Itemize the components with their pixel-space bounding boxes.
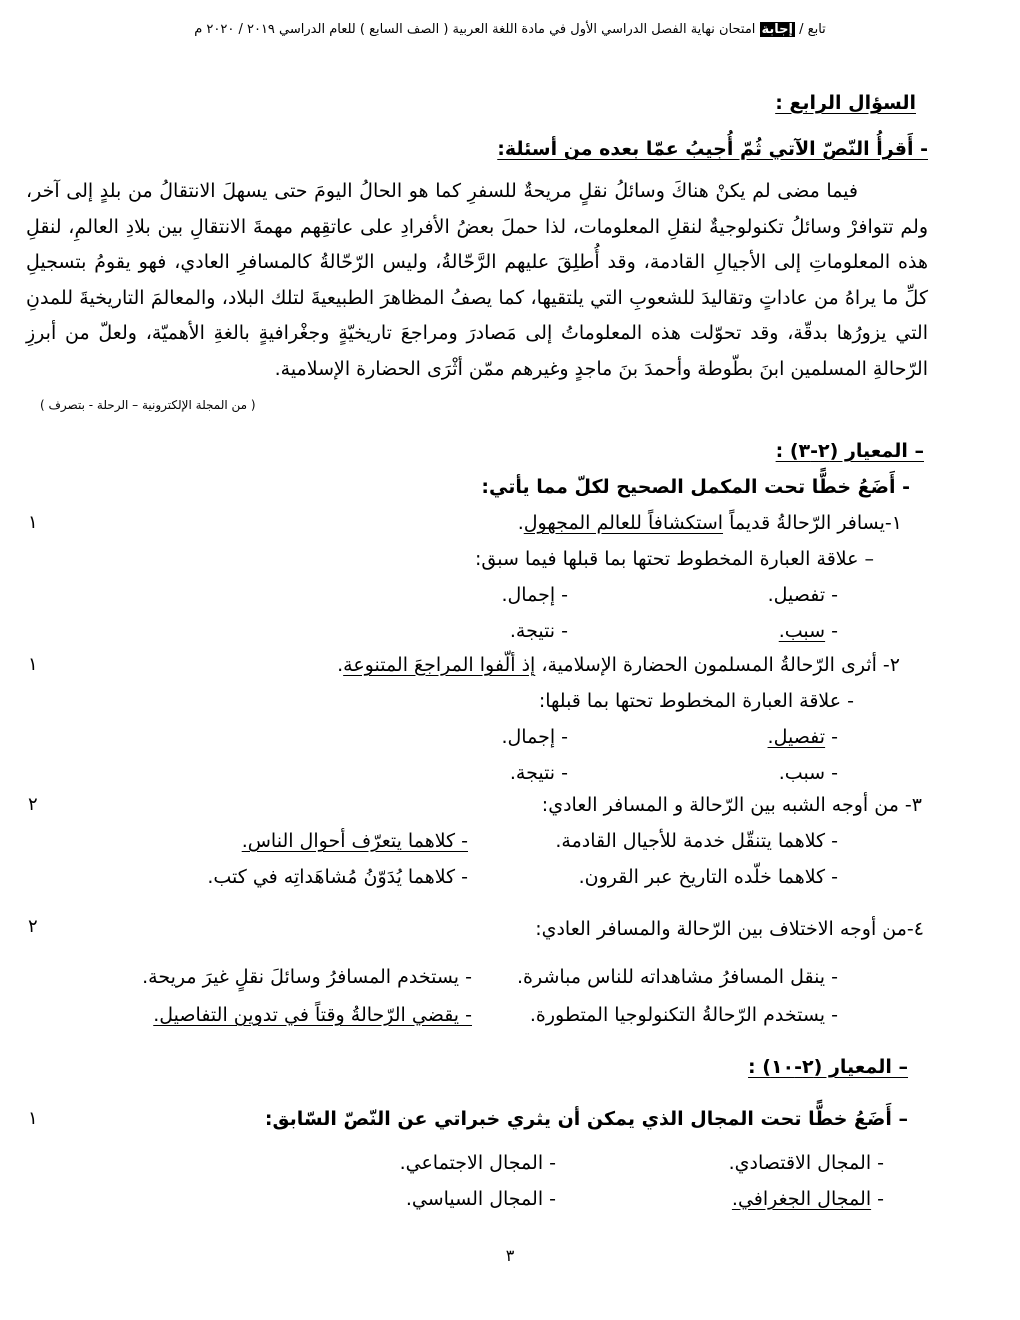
q4-option-a: - ينقل المسافرُ مشاهداته للناس مباشرة. bbox=[517, 966, 838, 988]
q4-option-d: - يقضي الرّحالةُ وقتاً في تدوين التفاصيل. bbox=[153, 1004, 472, 1026]
q2-option-detail-word: تفصيل. bbox=[767, 726, 826, 748]
q5-option-geographic-dash: - bbox=[877, 1188, 884, 1210]
q3-option-a: - كلاهما يتنقّل خدمة للأجيال القادمة. bbox=[555, 830, 838, 852]
q5-score: ١ bbox=[28, 1108, 38, 1129]
q1-option-cause bbox=[779, 620, 838, 642]
q1-option-cause-word: سبب. bbox=[778, 620, 826, 642]
q4-option-c: - يستخدم الرّحالةُ التكنولوجيا المتطورة. bbox=[529, 1004, 838, 1026]
q5-option-social: - المجال الاجتماعي. bbox=[399, 1152, 556, 1174]
q4-question: ٤-من أوجه الاختلاف بين الرّحالة والمسافر العادي: bbox=[535, 918, 924, 940]
q2-relation-question: - علاقة العبارة المخطوط تحتها بما قبلها: bbox=[538, 690, 854, 712]
q5-question: – أَضَعُ خطًّا تحت المجال الذي يمكن أن يثري خبراتي عن النّصّ السّابق: bbox=[264, 1108, 908, 1130]
q1-option-summary: - إجمال. bbox=[501, 584, 568, 606]
q3-option-b: - كلاهما يتعرّف أحوال الناس. bbox=[241, 830, 468, 852]
q5-option-geographic bbox=[732, 1188, 884, 1210]
q2-option-cause: - سبب. bbox=[778, 762, 838, 784]
q2-option-summary: - إجمال. bbox=[501, 726, 568, 748]
q1-prefix: ١-يسافر الرّحالةُ قديماً bbox=[729, 512, 902, 534]
q3-question: ٣- من أوجه الشبه بين الرّحالة و المسافر العادي: bbox=[541, 794, 922, 816]
q5-option-political: - المجال السياسي. bbox=[405, 1188, 556, 1210]
passage bbox=[26, 174, 928, 387]
page-number: ٣ bbox=[505, 1246, 515, 1265]
q5-option-geographic-word: المجال الجغرافي. bbox=[731, 1188, 872, 1210]
q1-underlined: استكشافاً للعالم المجهول bbox=[523, 512, 724, 534]
q2-score: ١ bbox=[28, 654, 38, 675]
question-title: السؤال الرابع : bbox=[775, 92, 916, 114]
q1-suffix: . bbox=[517, 512, 524, 534]
q2-option-detail-dash: - bbox=[831, 726, 838, 748]
q1-option-cause-dash: - bbox=[831, 620, 838, 642]
q4-score: ٢ bbox=[28, 916, 38, 937]
answer-mark: إجابة bbox=[761, 22, 794, 37]
q3-option-d: - كلاهما يُدَوّنُ مُشاهَداتِه في كتب. bbox=[207, 866, 468, 888]
passage-source: ( من المجلة الإلكترونية – الرحلة - بتصرف ) bbox=[40, 398, 256, 412]
q1-relation-question: – علاقة العبارة المخطوط تحتها بما قبلها فيما سبق: bbox=[475, 548, 874, 570]
passage-text: فيما مضى لم يكنْ هناكَ وسائلُ نقلٍ مريحةٌ للسفرِ كما هو الحالُ اليومَ حتى يسهلَ الانتقالُ من بلدٍ إلى آخر، ولم تتوافرْ وسائلُ تكنولوجيةٌ لنقلِ المعلومات، لذا حملَ بعضُ الأفرادِ على عاتقِهم مهمةَ الانتقالِ بين بلادِ العالمِ، لنقلِ هذه المعلوماتِ إلى الأجيالِ القادمة، وقد أُطلِقَ عليهم الرَّحّالةُ، وليس الرّحّالةُ كالمسافرِ العادي، فهو يقومُ بتسجيلِ كلِّ ما يراهُ من عاداتٍ وتقاليدَ للشعوبِ التي يلتقيها، كما يصفُ المظاهرَ الطبيعيةَ لتلك البلاد، والمعالمَ التاريخيةَ للمدنِ التي يزورُها بدقّة، وقد تحوّلت هذه المعلوماتُ إلى مَصادرَ ومراجعَ تاريخيّةٍ وجغْرافيةٍ بالغةِ الأهميّة، ولعلّ من أبرزِ الرّحالةِ المسلمين ابنَ بطّوطة وأحمدَ بنَ ماجدٍ وغيرهم ممّن أثْرَى الحضارة الإسلامية. bbox=[26, 180, 928, 380]
q5-option-economic: - المجال الاقتصادي. bbox=[728, 1152, 884, 1174]
q1-sentence bbox=[518, 512, 902, 534]
header-title: امتحان نهاية الفصل الدراسي الأول في مادة اللغة العربية ( الصف السابع ) للعام الدراسي ٢٠١٩ / ٢٠٢٠ م bbox=[194, 22, 756, 37]
q2-underlined: إذ ألّفوا المراجعَ المتنوعة bbox=[343, 654, 536, 676]
q2-option-result: - نتيجة. bbox=[509, 762, 568, 784]
page-header bbox=[0, 22, 1020, 37]
q3-score: ٢ bbox=[28, 794, 38, 815]
header-prefix: تابع / bbox=[799, 22, 826, 37]
q1-option-result: - نتيجة. bbox=[509, 620, 568, 642]
criterion-heading-2: – المعيار (٢-١٠) : bbox=[748, 1056, 908, 1078]
q2-sentence bbox=[337, 654, 900, 676]
reading-instruction: - أَقرأُ النّصّ الآتي ثُمّ أُجيبُ عمّا بعده من أسئلة: bbox=[497, 138, 928, 160]
q2-suffix: . bbox=[337, 654, 344, 676]
q1-score: ١ bbox=[28, 512, 38, 533]
criterion-heading-1: – المعيار (٢-٣) : bbox=[775, 440, 924, 462]
q2-option-detail bbox=[768, 726, 838, 748]
q3-option-c: - كلاهما خلّده التاريخ عبر القرون. bbox=[578, 866, 838, 888]
q2-prefix: ٢- أثرى الرّحالةُ المسلمون الحضارة الإسلامية، bbox=[541, 654, 900, 676]
underline-instruction: - أَضَعُ خطًّا تحت المكمل الصحيح لكلّ مما يأتي: bbox=[481, 476, 910, 498]
q4-option-b: - يستخدم المسافرُ وسائلَ نقلٍ غيرَ مريحة. bbox=[142, 966, 472, 988]
q1-option-detail: - تفصيل. bbox=[767, 584, 838, 606]
